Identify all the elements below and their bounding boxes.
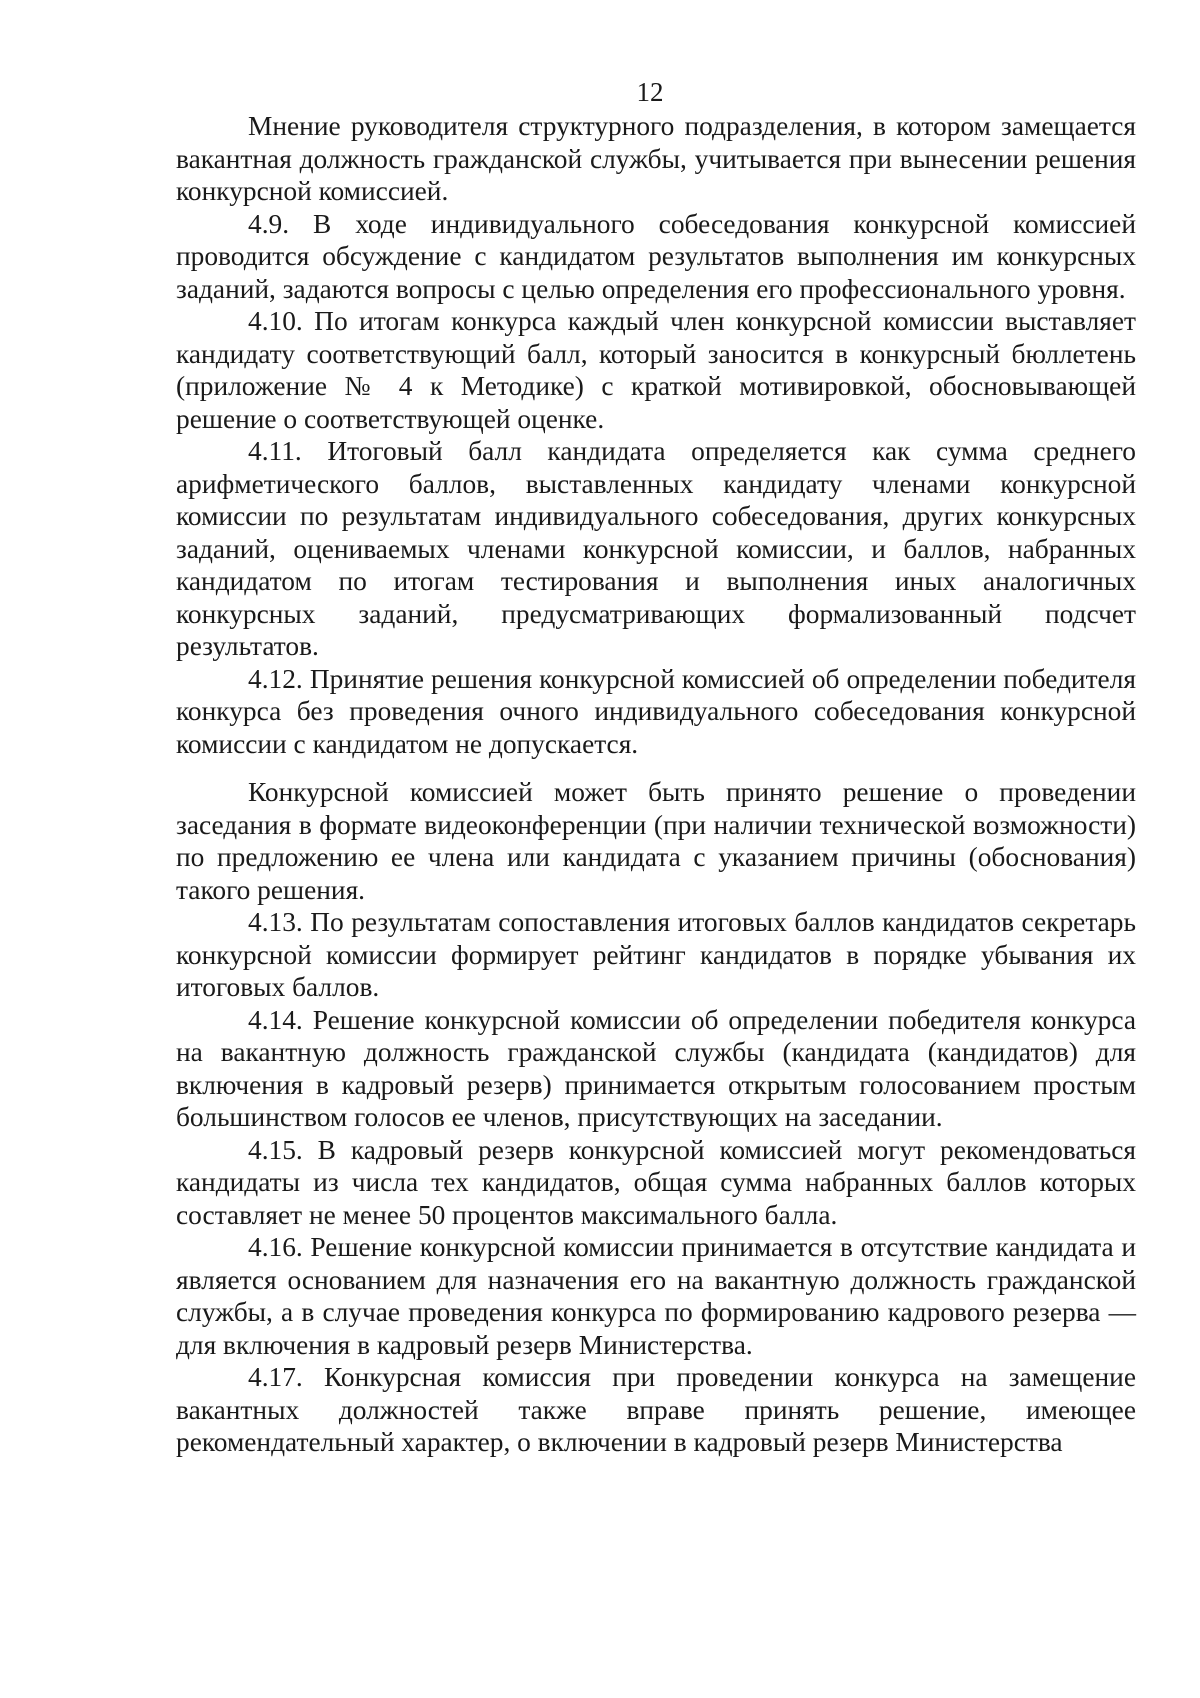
paragraph-4-16: 4.16. Решение конкурсной комиссии принимается в отсутствие кандидата и является основанием для назначения его на вакантную должность гражданской службы, а в случае проведения конкурса по формированию кадрового резерва — для включения в кадровый резерв Министерства. [176, 1232, 1136, 1360]
paragraph-4-12: 4.12. Принятие решения конкурсной комиссией об определении победителя конкурса без проведения очного индивидуального собеседования конкурсной комиссии с кандидатом не допускается. [176, 663, 1136, 759]
paragraph-4-10: 4.10. По итогам конкурса каждый член конкурсной комиссии выставляет кандидату соответствующий балл, который заносится в конкурсный бюллетень (приложение № 4 к Методике) с краткой мотивировкой, обосновывающей решение о соответствующей оценке. [176, 306, 1136, 434]
paragraph-4-15: 4.15. В кадровый резерв конкурсной комиссией могут рекомендоваться кандидаты из числа тех кандидатов, общая сумма набранных баллов которых составляет не менее 50 процентов максимального балла. [176, 1134, 1136, 1230]
paragraph-4-17: 4.17. Конкурсная комиссия при проведении конкурса на замещение вакантных должностей также вправе принять решение, имеющее рекомендательный характер, о включении в кадровый резерв Министерства [176, 1362, 1136, 1457]
paragraph-4-9: 4.9. В ходе индивидуального собеседования конкурсной комиссией проводится обсуждение с кандидатом результатов выполнения им конкурсных заданий, задаются вопросы с целью определения его профессионального уровня. [176, 208, 1136, 304]
document-body [176, 110, 1136, 1459]
paragraph-opinion-of-head: Мнение руководителя структурного подразделения, в котором замещается вакантная должность гражданской службы, учитывается при вынесении решения конкурсной комиссией. [176, 111, 1136, 206]
paragraph-4-14: 4.14. Решение конкурсной комиссии об определении победителя конкурса на вакантную должность гражданской службы (кандидата (кандидатов) для включения в кадровый резерв) принимается открытым голосованием простым большинством голосов ее членов, присутствующих на заседании. [176, 1004, 1136, 1132]
paragraph-4-11: 4.11. Итоговый балл кандидата определяется как сумма среднего арифметического баллов, выставленных кандидату членами конкурсной комиссии по результатам индивидуального собеседования, других конкурсных заданий, оцениваемых членами конкурсной комиссии, и баллов, набранных кандидатом по итогам тестирования и выполнения иных аналогичных конкурсных заданий, предусматривающих формализованный подсчет результатов. [176, 436, 1136, 661]
paragraph-4-13: 4.13. По результатам сопоставления итоговых баллов кандидатов секретарь конкурсной комиссии формирует рейтинг кандидатов в порядке убывания их итоговых баллов. [176, 907, 1136, 1002]
paragraph-videoconference: Конкурсной комиссией может быть принято решение о проведении заседания в формате видеоконференции (при наличии технической возможности) по предложению ее члена или кандидата с указанием причины (обоснования) такого решения. [176, 777, 1136, 905]
page-number: 12 [636, 77, 664, 107]
